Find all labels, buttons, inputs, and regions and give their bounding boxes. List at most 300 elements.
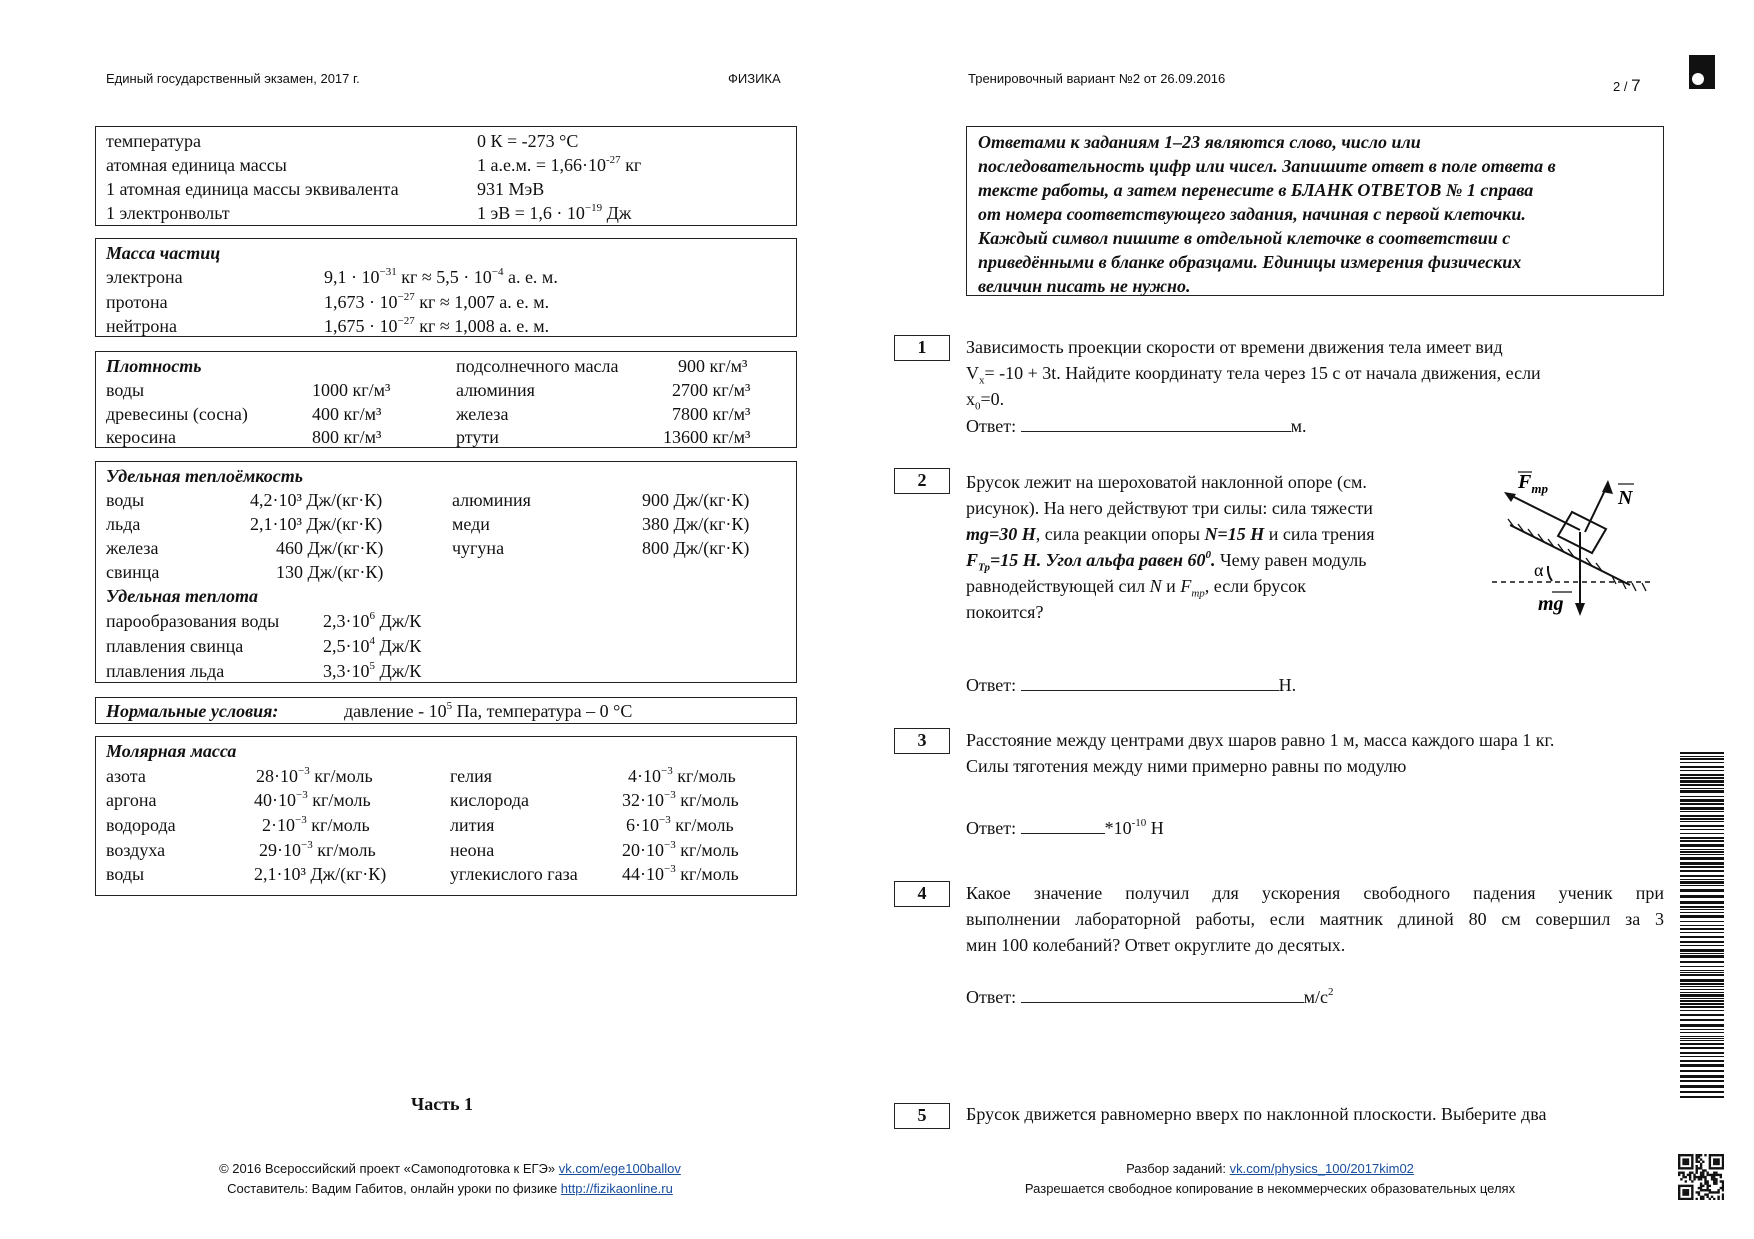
mass-title: Масса частиц — [106, 243, 221, 263]
qr-cell — [1717, 1191, 1719, 1193]
qr-cell — [1691, 1187, 1693, 1189]
header-subject: ФИЗИКА — [728, 71, 781, 86]
specific-heat-name: плавления льда — [106, 661, 225, 681]
qr-cell — [1722, 1182, 1724, 1184]
barcode-bar — [1680, 811, 1724, 812]
qr-cell — [1691, 1163, 1693, 1165]
heat-value: 800 Дж/(кг·К) — [642, 538, 750, 558]
qr-cell — [1713, 1178, 1715, 1180]
barcode-bar — [1680, 821, 1724, 822]
heat-name: железа — [106, 538, 159, 558]
molar-value: $40\cdot 10^{-3}$ кг/моль — [254, 789, 371, 810]
qr-cell — [1706, 1196, 1708, 1198]
qr-cell — [1680, 1178, 1682, 1180]
qr-cell — [1696, 1165, 1698, 1167]
heat-value: 900 Дж/(кг·К) — [642, 490, 750, 510]
barcode-bar — [1680, 777, 1724, 779]
page-number — [1613, 76, 1641, 96]
barcode-bar — [1680, 998, 1724, 999]
qr-cell — [1722, 1189, 1724, 1191]
mass-value: $9,1 \cdot 10^{-31}$ кг ≈ $5,5 \cdot 10^{-4}$ а. е. м. — [324, 266, 558, 287]
barcode-bar — [1680, 915, 1724, 918]
qr-cell — [1715, 1191, 1717, 1193]
heat-value: 2,1·10³ Дж/(кг·К) — [250, 514, 383, 534]
const-value: 0 К = -273 °С — [477, 131, 579, 151]
qr-cell — [1715, 1161, 1717, 1163]
qr-cell — [1709, 1167, 1711, 1169]
barcode-bar — [1680, 1032, 1724, 1033]
barcode-bar — [1680, 974, 1724, 976]
qr-cell — [1715, 1167, 1717, 1169]
qr-cell — [1680, 1167, 1682, 1169]
qr-cell — [1706, 1185, 1708, 1187]
qr-cell — [1696, 1161, 1698, 1163]
qr-cell — [1689, 1178, 1691, 1180]
barcode-bar — [1680, 1038, 1724, 1039]
density-value: 2700 кг/м³ — [672, 380, 751, 400]
qr-cell — [1689, 1172, 1691, 1174]
qr-cell — [1678, 1158, 1680, 1160]
barcode-bar — [1680, 889, 1724, 892]
density-value: 13600 кг/м³ — [663, 427, 751, 447]
mass-value: $1,675 \cdot 10^{-27}$ кг ≈ 1,008 а. е. м. — [324, 315, 550, 336]
barcode-bar — [1680, 909, 1724, 910]
qr-cell — [1720, 1187, 1722, 1189]
qr-cell — [1722, 1198, 1724, 1200]
qr-cell — [1689, 1167, 1691, 1169]
qr-cell — [1709, 1158, 1711, 1160]
qr-cell — [1700, 1196, 1702, 1198]
question-4-answer: Ответ: $м/с^2$ — [966, 986, 1334, 1007]
qr-cell — [1715, 1182, 1717, 1184]
qr-cell — [1685, 1176, 1687, 1178]
density-value: 400 кг/м³ — [312, 404, 382, 424]
header-variant: Тренировочный вариант №2 от 26.09.2016 — [968, 71, 1226, 86]
barcode-bar — [1680, 774, 1724, 776]
qr-cell — [1696, 1154, 1698, 1156]
qr-cell — [1700, 1178, 1702, 1180]
qr-cell — [1687, 1158, 1689, 1160]
specific-heat-title: Удельная теплота — [106, 586, 258, 606]
qr-code — [1678, 1154, 1724, 1200]
qr-cell — [1700, 1189, 1702, 1191]
barcode-bar — [1680, 961, 1724, 963]
qr-cell — [1682, 1158, 1684, 1160]
qr-cell — [1685, 1198, 1687, 1200]
barcode-bar — [1680, 901, 1724, 904]
barcode-bar — [1680, 895, 1724, 898]
qr-cell — [1720, 1176, 1722, 1178]
alpha-label: α — [1534, 560, 1544, 580]
qr-cell — [1696, 1167, 1698, 1169]
barcode-bar — [1680, 784, 1724, 786]
barcode-bar — [1680, 854, 1724, 855]
qr-cell — [1691, 1189, 1693, 1191]
question-3-text: Расстояние между центрами двух шаров равно 1 м, масса каждого шара 1 кг. Силы тяготения между ними примерно равны по модулю — [966, 730, 1555, 776]
heat-name: льда — [106, 514, 141, 534]
molar-value: $32\cdot 10^{-3}$ кг/моль — [622, 789, 739, 810]
mass-value: $1,673 \cdot 10^{-27}$ кг ≈ 1,007 а. е. м. — [324, 291, 550, 312]
qr-cell — [1704, 1189, 1706, 1191]
qr-cell — [1682, 1193, 1684, 1195]
qr-cell — [1698, 1167, 1700, 1169]
qr-cell — [1704, 1182, 1706, 1184]
qr-cell — [1709, 1191, 1711, 1193]
barcode-bar — [1680, 932, 1724, 933]
barcode-bar — [1680, 837, 1724, 839]
barcode-bar — [1680, 833, 1724, 834]
barcode-bar — [1680, 790, 1724, 793]
qr-cell — [1704, 1193, 1706, 1195]
block — [1558, 512, 1606, 553]
molar-value: $44\cdot 10^{-3}$ кг/моль — [622, 863, 739, 884]
qr-cell — [1678, 1189, 1680, 1191]
barcode-bar — [1680, 851, 1724, 853]
specific-heat-value: $3,3\cdot 10^5$ Дж/К — [323, 660, 422, 681]
heat-name: воды — [106, 490, 145, 510]
qr-cell — [1720, 1167, 1722, 1169]
density-value: 1000 кг/м³ — [312, 380, 391, 400]
qr-cell — [1698, 1187, 1700, 1189]
qr-cell — [1687, 1163, 1689, 1165]
qr-cell — [1706, 1182, 1708, 1184]
density-value: 800 кг/м³ — [312, 427, 382, 447]
normal-title: Нормальные условия: — [106, 701, 279, 721]
qr-cell — [1717, 1189, 1719, 1191]
qr-cell — [1717, 1158, 1719, 1160]
page-total: 7 — [1631, 76, 1641, 95]
barcode-bar — [1680, 1096, 1724, 1098]
molar-value: $20\cdot 10^{-3}$ кг/моль — [622, 839, 739, 860]
qr-cell — [1709, 1156, 1711, 1158]
qr-cell — [1682, 1172, 1684, 1174]
barcode-bar — [1680, 979, 1724, 982]
qr-cell — [1691, 1185, 1693, 1187]
heat-name: меди — [452, 514, 490, 534]
normal-label: N — [1618, 487, 1633, 509]
question-1-text: Зависимость проекции скорости от времени движения тела имеет вид $V_x= -10 + 3t$. Найдите координату тела через 15 с от начала движения, если $x_0=0$. — [966, 337, 1541, 413]
barcode-bar — [1680, 1080, 1724, 1082]
barcode-bar — [1680, 986, 1724, 987]
barcode-bar — [1680, 1075, 1724, 1078]
qr-cell — [1700, 1176, 1702, 1178]
qr-cell — [1702, 1169, 1704, 1171]
barcode-bar — [1680, 770, 1724, 771]
qr-cell — [1678, 1154, 1680, 1156]
qr-cell — [1700, 1165, 1702, 1167]
density-title: Плотность — [106, 356, 202, 376]
qr-cell — [1691, 1180, 1693, 1182]
barcode-bar — [1680, 1014, 1724, 1016]
const-name: 1 электронвольт — [106, 203, 230, 223]
barcode-bar — [1680, 870, 1724, 872]
barcode-bar — [1680, 912, 1724, 913]
page-separator: / — [1620, 79, 1632, 94]
molar-name: лития — [450, 815, 495, 835]
barcode-bar — [1680, 803, 1724, 805]
barcode-bar — [1680, 1056, 1724, 1057]
barcode-bar — [1680, 989, 1724, 990]
qr-cell — [1713, 1158, 1715, 1160]
footer-link-analysis[interactable]: vk.com/physics_100/2017kim02 — [1229, 1161, 1414, 1176]
mass-name: протона — [106, 292, 168, 312]
qr-cell — [1687, 1193, 1689, 1195]
heat-value: 4,2·10³ Дж/(кг·К) — [250, 490, 383, 510]
qr-cell — [1687, 1167, 1689, 1169]
qr-cell — [1682, 1189, 1684, 1191]
answer-field[interactable] — [1021, 674, 1279, 691]
barcode-bar — [1680, 840, 1724, 842]
qr-cell — [1704, 1169, 1706, 1171]
qr-cell — [1691, 1167, 1693, 1169]
qr-cell — [1685, 1185, 1687, 1187]
qr-cell — [1696, 1191, 1698, 1193]
qr-cell — [1685, 1161, 1687, 1163]
density-name: железа — [456, 404, 509, 424]
barcode-bar — [1680, 1060, 1724, 1062]
heat-value: 460 Дж/(кг·К) — [276, 538, 384, 558]
footer-link-vk[interactable]: vk.com/ege100ballov — [558, 1161, 681, 1176]
barcode-bar — [1680, 925, 1724, 926]
qr-cell — [1687, 1191, 1689, 1193]
qr-cell — [1704, 1154, 1706, 1156]
barcode-bar — [1680, 875, 1724, 877]
qr-cell — [1713, 1163, 1715, 1165]
const-name: температура — [106, 131, 202, 151]
qr-cell — [1713, 1182, 1715, 1184]
barcode-bar — [1680, 815, 1724, 817]
qr-cell — [1709, 1161, 1711, 1163]
qr-cell — [1680, 1185, 1682, 1187]
qr-cell — [1709, 1198, 1711, 1200]
barcode-bar — [1680, 983, 1724, 985]
qr-cell — [1682, 1161, 1684, 1163]
qr-cell — [1709, 1165, 1711, 1167]
barcode-bar — [1680, 945, 1724, 946]
question-1-answer: Ответ: м. — [966, 416, 1307, 436]
question-number: 3 — [894, 728, 950, 754]
qr-cell — [1709, 1189, 1711, 1191]
qr-cell — [1687, 1185, 1689, 1187]
qr-cell — [1702, 1161, 1704, 1163]
qr-cell — [1722, 1163, 1724, 1165]
qr-cell — [1720, 1174, 1722, 1176]
qr-cell — [1685, 1167, 1687, 1169]
barcode-bar — [1680, 936, 1724, 938]
qr-cell — [1682, 1163, 1684, 1165]
qr-cell — [1691, 1165, 1693, 1167]
qr-cell — [1682, 1174, 1684, 1176]
qr-cell — [1691, 1196, 1693, 1198]
part-label: Часть 1 — [411, 1094, 474, 1114]
molar-value: 2,1·10³ Дж/(кг·К) — [254, 864, 387, 884]
specific-heat-value: $2,3\cdot 10^6$ Дж/К — [323, 610, 422, 631]
density-name: воды — [106, 380, 145, 400]
question-5-text: Брусок движется равномерно вверх по наклонной плоскости. Выберите два — [966, 1104, 1547, 1124]
qr-cell — [1722, 1165, 1724, 1167]
question-2-answer: Ответ: Н. — [966, 675, 1297, 695]
question-2-text: Брусок лежит на шероховатой наклонной опоре (см. рисунок). На него действуют три силы: сила тяжести mg=30 Н, сила реакции опоры N=15 Н и сила трения $F_{Тр}=15$ Н. Угол альфа равен $60^0$. Чему равен модуль равнодействующей сил N и $F_{тр}$, если брусок покоится? — [966, 472, 1375, 622]
qr-cell — [1720, 1154, 1722, 1156]
qr-cell — [1682, 1191, 1684, 1193]
qr-cell — [1689, 1176, 1691, 1178]
mass-name: электрона — [106, 267, 183, 287]
qr-cell — [1717, 1163, 1719, 1165]
qr-cell — [1722, 1196, 1724, 1198]
qr-cell — [1709, 1163, 1711, 1165]
qr-cell — [1713, 1176, 1715, 1178]
barcode-bar — [1680, 807, 1724, 810]
qr-cell — [1700, 1187, 1702, 1189]
normal-value: давление - $10^5$ Па, температура – 0 °С — [344, 700, 633, 721]
density-name: ртути — [456, 427, 499, 447]
answer-field[interactable] — [1021, 986, 1304, 1003]
molar-name: воды — [106, 864, 145, 884]
qr-cell — [1706, 1193, 1708, 1195]
qr-cell — [1682, 1154, 1684, 1156]
qr-cell — [1709, 1154, 1711, 1156]
barcode-bar — [1680, 849, 1724, 850]
barcode-bar — [1680, 758, 1724, 760]
qr-cell — [1720, 1180, 1722, 1182]
molar-value: $6\cdot 10^{-3}$ кг/моль — [626, 814, 734, 835]
qr-cell — [1700, 1174, 1702, 1176]
qr-cell — [1717, 1161, 1719, 1163]
qr-cell — [1715, 1158, 1717, 1160]
qr-cell — [1713, 1172, 1715, 1174]
qr-cell — [1693, 1178, 1695, 1180]
barcode-bar — [1680, 921, 1724, 922]
barcode-bar — [1680, 1036, 1724, 1037]
molar-name: азота — [106, 766, 146, 786]
qr-cell — [1678, 1174, 1680, 1176]
inclined-plane-figure — [1480, 470, 1660, 620]
mass-name: нейтрона — [106, 316, 177, 336]
qr-cell — [1711, 1167, 1713, 1169]
qr-cell — [1685, 1180, 1687, 1182]
barcode-bar — [1680, 970, 1724, 971]
qr-cell — [1706, 1180, 1708, 1182]
qr-cell — [1698, 1156, 1700, 1158]
qr-cell — [1700, 1198, 1702, 1200]
normal-arrowhead — [1602, 480, 1613, 494]
qr-cell — [1678, 1172, 1680, 1174]
qr-cell — [1691, 1156, 1693, 1158]
barcode-bar — [1680, 1052, 1724, 1054]
barcode-bar — [1680, 1010, 1724, 1011]
qr-cell — [1702, 1189, 1704, 1191]
qr-cell — [1691, 1154, 1693, 1156]
barcode-bar — [1680, 879, 1724, 880]
molar-name: воздуха — [106, 840, 166, 860]
qr-cell — [1713, 1191, 1715, 1193]
barcode-bar — [1680, 866, 1724, 868]
molar-value: $28\cdot 10^{-3}$ кг/моль — [256, 765, 373, 786]
qr-cell — [1698, 1161, 1700, 1163]
specific-heat-value: $2,5\cdot 10^4$ Дж/К — [323, 635, 422, 656]
qr-cell — [1702, 1174, 1704, 1176]
qr-cell — [1702, 1172, 1704, 1174]
qr-cell — [1711, 1178, 1713, 1180]
qr-cell — [1702, 1196, 1704, 1198]
const-value: 931 МэВ — [477, 179, 545, 199]
qr-cell — [1713, 1161, 1715, 1163]
barcode-bar — [1680, 953, 1724, 954]
barcode-bar — [1680, 966, 1724, 967]
barcode-bar — [1680, 906, 1724, 908]
qr-cell — [1722, 1158, 1724, 1160]
answer-field[interactable] — [1021, 817, 1105, 834]
barcode-bar — [1680, 844, 1724, 847]
barcode-bar — [1680, 799, 1724, 802]
qr-cell — [1696, 1158, 1698, 1160]
density-name: керосина — [106, 427, 176, 447]
qr-cell — [1722, 1156, 1724, 1158]
qr-cell — [1706, 1172, 1708, 1174]
qr-cell — [1693, 1176, 1695, 1178]
answer-field[interactable] — [1021, 415, 1291, 432]
barcode-bar — [1680, 1029, 1724, 1030]
qr-cell — [1678, 1191, 1680, 1193]
barcode-bar — [1680, 762, 1724, 763]
barcode-bar — [1680, 1064, 1724, 1067]
density-name: подсолнечного масла — [456, 356, 619, 376]
qr-cell — [1706, 1189, 1708, 1191]
barcode-bar — [1680, 1070, 1724, 1072]
qr-cell — [1687, 1174, 1689, 1176]
gravity-label: mg — [1538, 593, 1564, 615]
question-number: 5 — [894, 1103, 950, 1129]
qr-cell — [1706, 1187, 1708, 1189]
qr-cell — [1700, 1154, 1702, 1156]
question-number: 4 — [894, 881, 950, 907]
molar-name: углекислого газа — [450, 864, 578, 884]
qr-cell — [1678, 1167, 1680, 1169]
instructions-text: Ответами к заданиям 1–23 являются слово, число или последовательность цифр или чисел. Запишите ответ в поле ответа в тексте работы, а затем перенесите в БЛАНК ОТВЕТОВ № 1 справа от номера соответствующего задания, начиная с первой клеточки. Каждый символ пишите в отдельной клеточке в соответствии с приведёнными в бланке образцами. Единицы измерения физических величин писать не нужно. — [978, 132, 1556, 296]
qr-cell — [1687, 1189, 1689, 1191]
qr-cell — [1678, 1198, 1680, 1200]
qr-cell — [1713, 1174, 1715, 1176]
qr-cell — [1689, 1185, 1691, 1187]
qr-cell — [1691, 1161, 1693, 1163]
qr-cell — [1704, 1176, 1706, 1178]
qr-cell — [1702, 1176, 1704, 1178]
footer-link-site[interactable]: http://fizikaonline.ru — [560, 1181, 673, 1196]
qr-cell — [1678, 1193, 1680, 1195]
qr-cell — [1696, 1198, 1698, 1200]
qr-cell — [1711, 1176, 1713, 1178]
question-number: 1 — [894, 335, 950, 361]
barcode-bar — [1680, 825, 1724, 827]
qr-cell — [1678, 1163, 1680, 1165]
molar-name: неона — [450, 840, 495, 860]
barcode-bar — [1680, 1085, 1724, 1088]
page-current: 2 — [1613, 79, 1621, 94]
qr-cell — [1678, 1161, 1680, 1163]
density-value: 7800 кг/м³ — [672, 404, 751, 424]
molar-name: гелия — [450, 766, 493, 786]
qr-cell — [1678, 1165, 1680, 1167]
molar-value: $2\cdot 10^{-3}$ кг/моль — [262, 814, 370, 835]
friction-label: $F_{тр}$ — [1518, 471, 1548, 496]
qr-cell — [1717, 1196, 1719, 1198]
footer-right-line1: Разбор заданий: vk.com/physics_100/2017kim02 — [1126, 1161, 1414, 1176]
qr-cell — [1691, 1191, 1693, 1193]
barcode-bar — [1680, 857, 1724, 860]
qr-cell — [1715, 1180, 1717, 1182]
qr-cell — [1715, 1163, 1717, 1165]
qr-cell — [1698, 1154, 1700, 1156]
